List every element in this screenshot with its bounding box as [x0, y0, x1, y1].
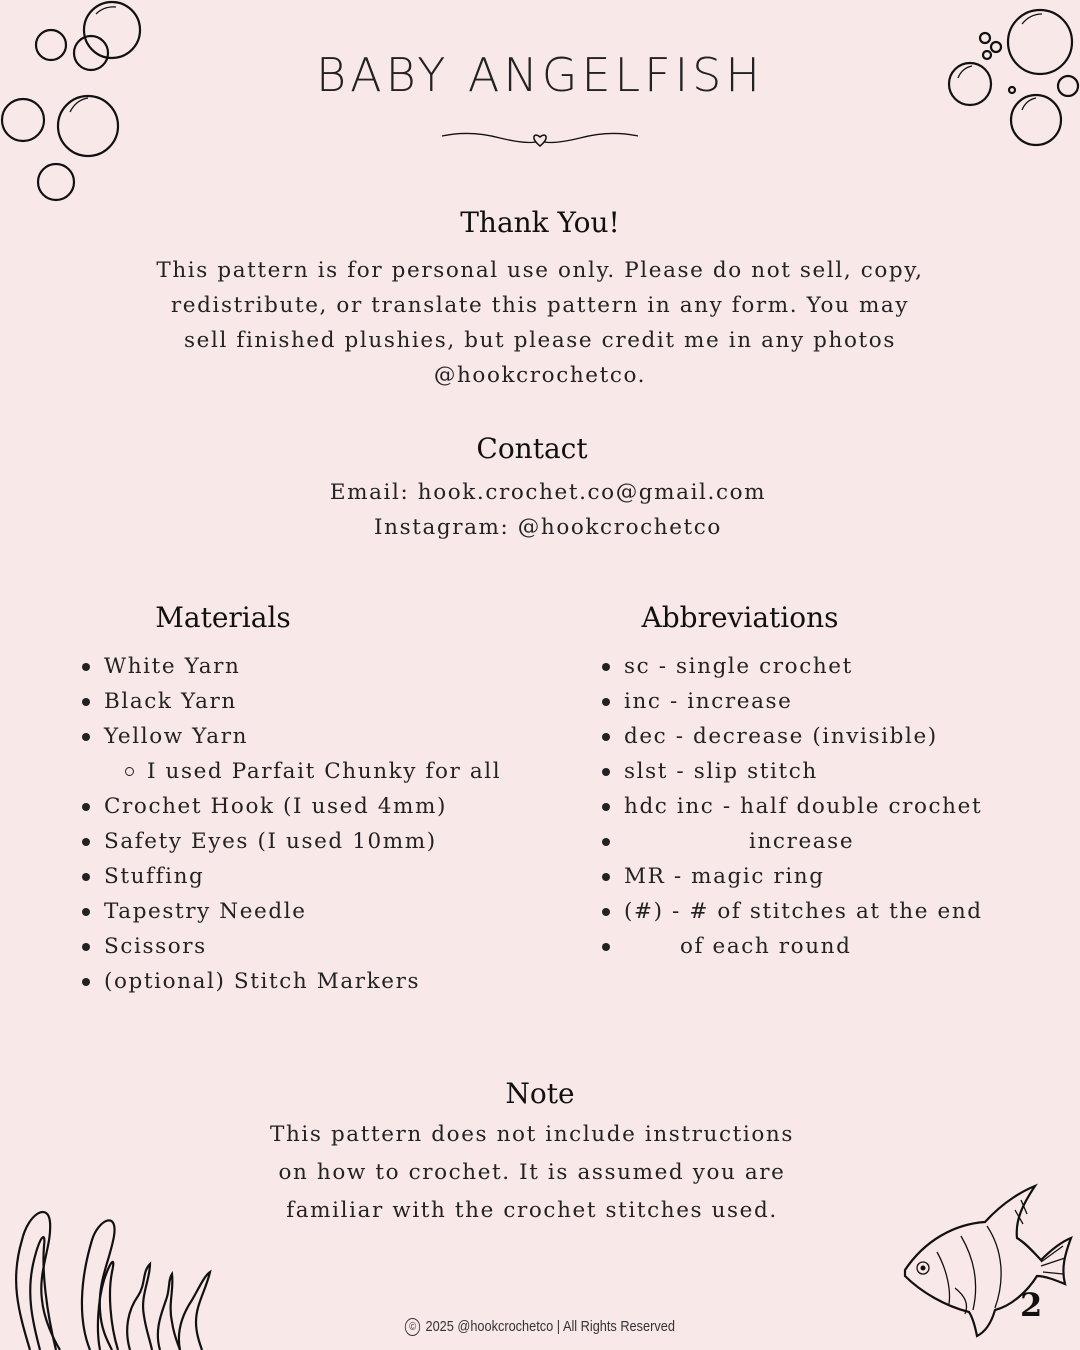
abbreviations-heading: Abbreviations: [641, 601, 839, 634]
list-item-continuation: [600, 929, 1070, 964]
thank-you-line: This pattern is for personal use only. Please do not sell, copy,: [156, 258, 924, 283]
list-item-continuation: [600, 824, 1070, 859]
thank-you-heading: Thank You!: [460, 206, 620, 239]
angelfish-icon: [895, 1180, 1080, 1340]
contact-heading: Contact: [476, 432, 588, 465]
footer: [81, 1318, 999, 1336]
note-heading: Note: [505, 1077, 575, 1110]
list-item: White Yarn: [80, 649, 550, 684]
materials-heading: Materials: [155, 601, 291, 634]
heart-divider-icon: [440, 128, 640, 152]
continuation-text: of each round: [680, 934, 852, 959]
list-item: inc - increase: [600, 684, 1070, 719]
thank-you-line: sell finished plushies, but please credit me in any photos: [184, 328, 896, 353]
bubbles-top-left-icon: [0, 0, 160, 210]
note-line: This pattern does not include instructions: [270, 1122, 794, 1147]
list-item: (#) - # of stitches at the end: [600, 894, 1070, 929]
list-item: (optional) Stitch Markers: [80, 964, 550, 999]
list-item: hdc inc - half double crochet: [600, 789, 1070, 824]
thank-you-line: @hookcrochetco.: [433, 363, 647, 388]
list-item: Stuffing: [80, 859, 550, 894]
list-item: Yellow Yarn: [80, 719, 550, 754]
thank-you-line: redistribute, or translate this pattern in any form. You may: [170, 293, 910, 318]
materials-list: [80, 649, 550, 999]
list-item: sc - single crochet: [600, 649, 1070, 684]
thank-you-text: [0, 253, 1080, 393]
list-item: Black Yarn: [80, 684, 550, 719]
list-item: Crochet Hook (I used 4mm): [80, 789, 550, 824]
note-line: familiar with the crochet stitches used.: [286, 1198, 778, 1223]
list-subitem: I used Parfait Chunky for all: [80, 754, 550, 789]
abbreviations-list: [600, 649, 1070, 964]
copyright-text: 2025 @hookcrochetco | All Rights Reserved: [425, 1318, 675, 1335]
list-item: Safety Eyes (I used 10mm): [80, 824, 550, 859]
page-number: 2: [1020, 1286, 1043, 1324]
list-item: Scissors: [80, 929, 550, 964]
list-item: Tapestry Needle: [80, 894, 550, 929]
contact-email: Email: hook.crochet.co@gmail.com: [329, 480, 767, 505]
list-item: MR - magic ring: [600, 859, 1070, 894]
list-item: dec - decrease (invisible): [600, 719, 1070, 754]
copyright-icon: ©: [405, 1318, 420, 1336]
page-title: BABY ANGELFISH: [316, 48, 764, 102]
continuation-text: increase: [749, 829, 855, 854]
contact-instagram: Instagram: @hookcrochetco: [374, 515, 722, 540]
contact-block: [0, 475, 1080, 545]
list-item: slst - slip stitch: [600, 754, 1070, 789]
note-line: on how to crochet. It is assumed you are: [278, 1160, 786, 1185]
